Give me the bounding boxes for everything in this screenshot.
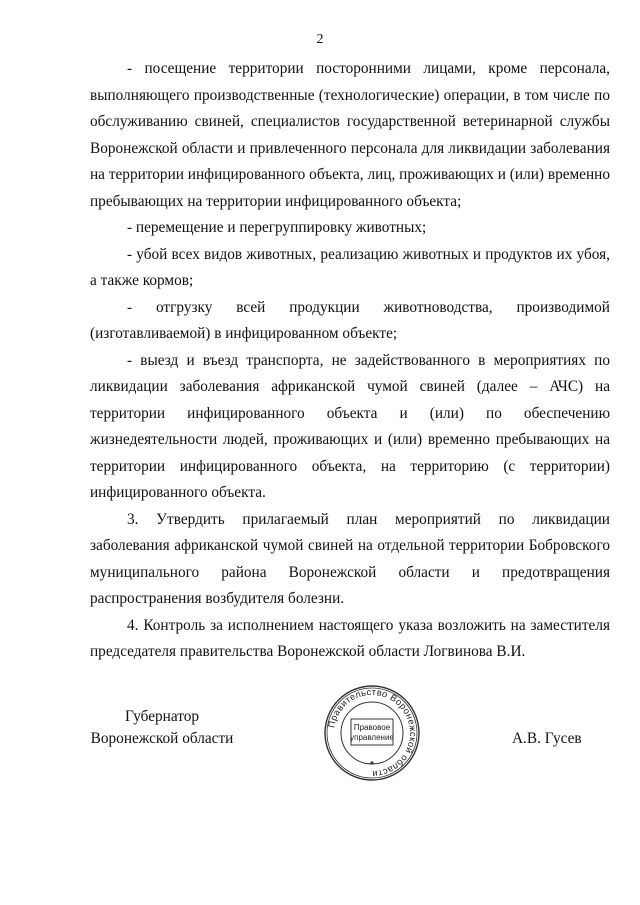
signatory-title-line1: Губернатор [124, 708, 200, 725]
svg-text:Правовое: Правовое [353, 723, 391, 732]
paragraph-slaughter-ban: - убой всех видов животных, реализацию животных и продуктов их убоя, а также кормов; [90, 245, 610, 289]
stamp-seal-icon [322, 683, 422, 783]
signatory-title [82, 706, 242, 750]
paragraph-shipment-ban: - отгрузку всей продукции животноводства, производимой (изготавливаемой) в инфицированном объекте; [90, 298, 610, 342]
signatory-title-line2: Воронежской области [90, 730, 234, 747]
paragraph-transport-ban: - выезд и въезд транспорта, не задействованного в мероприятиях по ликвидации заболевания африканской чумой свиней (далее – АЧС) на территории инфицированного объекта и (или) по обеспечению жизнедеятельности людей, проживающих и (или) временно пребывающих на территории инфицированного объекта, на территорию (с территории) инфицированного объекта. [90, 351, 610, 501]
paragraph-approve-plan: 3. Утвердить прилагаемый план мероприятий по ликвидации заболевания африканской чумой свиней на отдельной территории Бобровского муниципального района Воронежской области и предотвращения распространения возбудителя болезни. [90, 510, 610, 607]
page-number: 2 [316, 32, 324, 47]
paragraph-control: 4. Контроль за исполнением настоящего указа возложить на заместителя председателя правительства Воронежской области Логвинова В.И. [90, 616, 610, 660]
svg-text:управление: управление [350, 733, 394, 742]
official-stamp [322, 683, 422, 783]
signatory-name: А.В. Гусев [512, 730, 582, 747]
svg-text:Правительство Воронежской обла: Правительство Воронежской области [326, 686, 419, 780]
paragraph-animal-movement: - перемещение и перегруппировку животных; [127, 219, 427, 236]
paragraph-visitors-ban: - посещение территории посторонними лицами, кроме персонала, выполняющего производственные (технологические) операции, в том числе по обслуживанию свиней, специалистов государственной ветеринарной службы Воронежской области и привлеченного персонала для ликвидации заболевания на территории инфицированного объекта, лиц, проживающих и (или) временно пребывающих на территории инфицированного объекта; [90, 60, 610, 210]
document-body [90, 56, 610, 666]
